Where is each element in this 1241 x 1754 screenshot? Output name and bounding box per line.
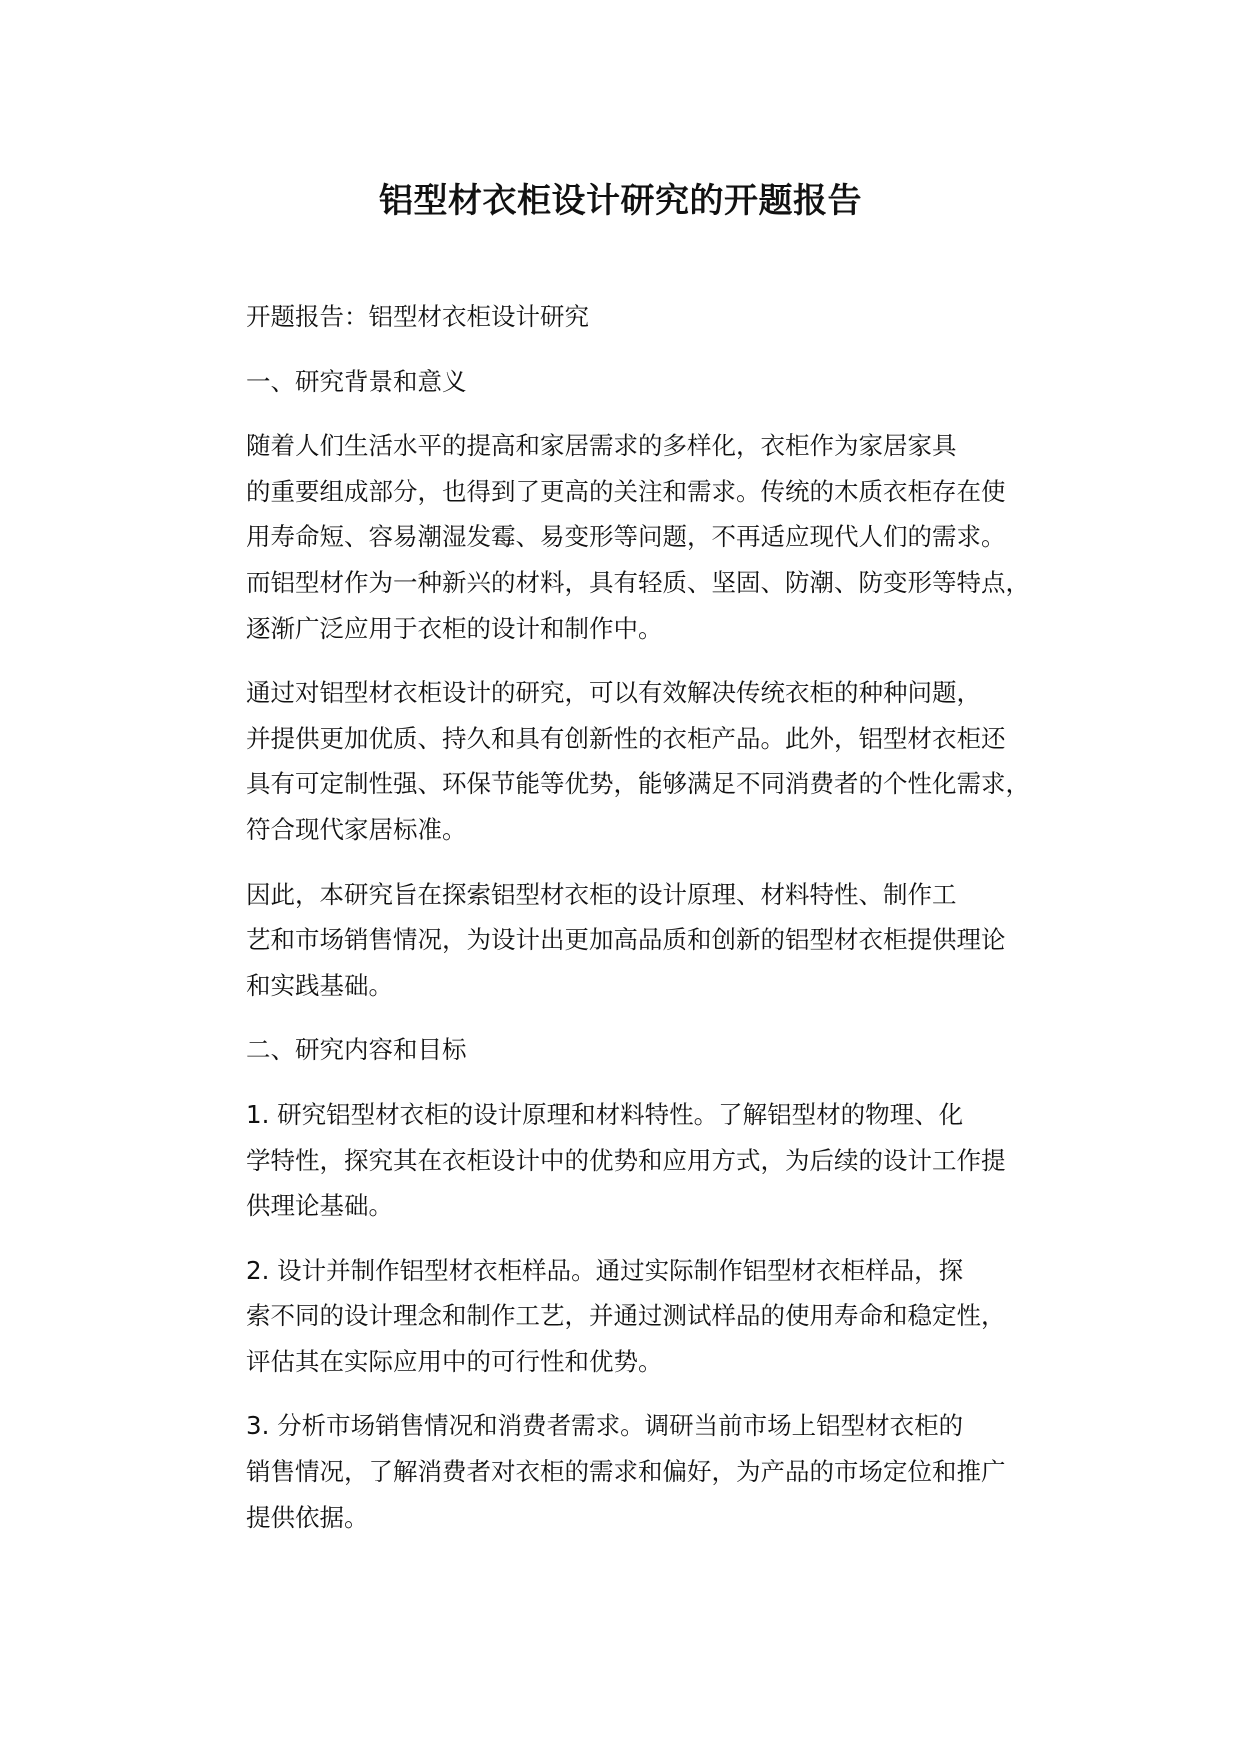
paragraph bbox=[188, 1403, 1073, 1540]
text-line: 逐渐广泛应用于衣柜的设计和制作中。 bbox=[246, 613, 663, 643]
text-line: 并提供更加优质、持久和具有创新性的衣柜产品。此外，铝型材衣柜还 bbox=[246, 723, 1006, 753]
text-line: 用寿命短、容易潮湿发霉、易变形等问题，不再适应现代人们的需求。 bbox=[246, 522, 1006, 552]
text-line: 开题报告：铝型材衣柜设计研究 bbox=[246, 302, 589, 331]
text-line: 3. 分析市场销售情况和消费者需求。调研当前市场上铝型材衣柜的 bbox=[246, 1411, 964, 1441]
paragraph bbox=[188, 294, 1073, 340]
text-line: 艺和市场销售情况，为设计出更加高品质和创新的铝型材衣柜提供理论 bbox=[246, 925, 1006, 955]
text-line: 销售情况，了解消费者对衣柜的需求和偏好，为产品的市场定位和推广 bbox=[246, 1457, 1006, 1487]
text-line: 随着人们生活水平的提高和家居需求的多样化，衣柜作为家居家具 bbox=[246, 431, 957, 461]
document-title: 铝型材衣柜设计研究的开题报告 bbox=[379, 181, 862, 221]
text-line: 而铝型材作为一种新兴的材料，具有轻质、坚固、防潮、防变形等特点， bbox=[246, 567, 1030, 597]
text-line: 二、研究内容和目标 bbox=[246, 1035, 467, 1065]
text-line: 1. 研究铝型材衣柜的设计原理和材料特性。了解铝型材的物理、化 bbox=[246, 1099, 964, 1129]
text-line: 具有可定制性强、环保节能等优势，能够满足不同消费者的个性化需求， bbox=[246, 769, 1030, 799]
document-body bbox=[188, 294, 1073, 1559]
text-line: 通过对铝型材衣柜设计的研究，可以有效解决传统衣柜的种种问题， bbox=[246, 678, 981, 708]
text-line: 和实践基础。 bbox=[246, 970, 393, 1000]
text-line: 2. 设计并制作铝型材衣柜样品。通过实际制作铝型材衣柜样品，探 bbox=[246, 1255, 964, 1285]
text-line: 评估其在实际应用中的可行性和优势。 bbox=[246, 1346, 663, 1376]
paragraph bbox=[188, 359, 1073, 405]
text-line: 学特性，探究其在衣柜设计中的优势和应用方式，为后续的设计工作提 bbox=[246, 1145, 1006, 1175]
paragraph bbox=[188, 872, 1073, 1009]
text-line: 索不同的设计理念和制作工艺，并通过测试样品的使用寿命和稳定性， bbox=[246, 1301, 1006, 1331]
text-line: 提供依据。 bbox=[246, 1502, 369, 1532]
text-line: 一、研究背景和意义 bbox=[246, 366, 467, 396]
paragraph bbox=[188, 1248, 1073, 1385]
text-line: 因此，本研究旨在探索铝型材衣柜的设计原理、材料特性、制作工 bbox=[246, 879, 957, 909]
paragraph bbox=[188, 1027, 1073, 1073]
paragraph bbox=[188, 423, 1073, 651]
paragraph bbox=[188, 670, 1073, 852]
text-line: 符合现代家居标准。 bbox=[246, 814, 467, 844]
paragraph bbox=[188, 1092, 1073, 1229]
text-line: 的重要组成部分，也得到了更高的关注和需求。传统的木质衣柜存在使 bbox=[246, 476, 1006, 506]
text-line: 供理论基础。 bbox=[246, 1191, 393, 1221]
